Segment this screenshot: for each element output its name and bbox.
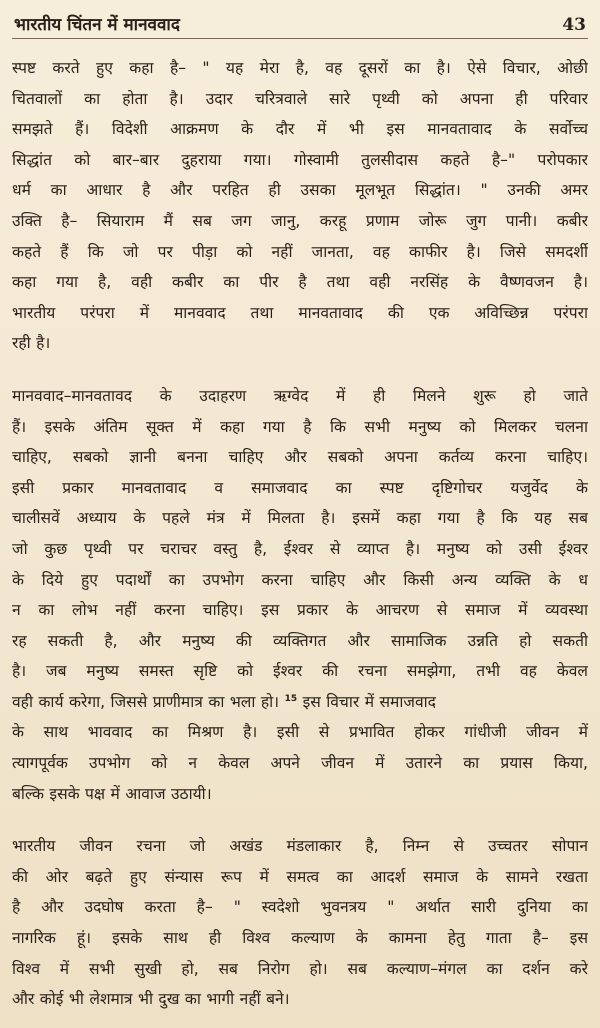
- text-line: उक्ति है– सियाराम मैं सब जग जानु, करहू प्रणाम जोरू जुग पानी। कबीर: [12, 211, 588, 230]
- text-line: इसी प्रकार मानवतावाद व समाजवाद का स्पष्ट दृष्टिगोचर यजुर्वेद के: [12, 478, 588, 497]
- text-line: बल्कि इसके पक्ष में आवाज उठायी।: [12, 784, 212, 803]
- text-fragment: इस विचार में समाजवाद: [302, 692, 436, 711]
- paragraph-2: [12, 381, 588, 809]
- text-line: रह सकती है, और मनुष्य की व्यक्तिगत और सामाजिक उन्नति हो सकती: [12, 631, 588, 650]
- text-line: जो कुछ पृथ्वी पर चराचर वस्तु है, ईश्वर से व्याप्त है। मनुष्य को उसी ईश्वर: [12, 539, 588, 558]
- text-line: समझते हैं। विदेशी आक्रमण के दौर में भी इस मानवतावाद के सर्वोच्च: [12, 120, 588, 139]
- text-line: नागरिक हूं। इसके साथ ही विश्व कल्याण के कामना हेतु गाता है– इस: [12, 929, 588, 948]
- text-line: भारतीय परंपरा में मानववाद तथा मानवतावाद की एक अविच्छिन्न परंपरा: [12, 303, 588, 322]
- text-line: कहा गया है, वही कबीर का पीर है तथा वही नरसिंह के वैष्णवजन है।: [12, 273, 588, 292]
- text-line: चाहिए, सबको ज्ञानी बनना चाहिए और सबको अपना कर्तव्य करना चाहिए।: [12, 448, 588, 467]
- text-line-with-footnote: [12, 687, 588, 718]
- text-fragment: वही कार्य करेगा, जिससे प्राणीमात्र का भला हो।: [12, 692, 280, 711]
- text-line: और कोई भी लेशमात्र भी दुख का भागी नहीं बने।: [12, 990, 290, 1009]
- text-line: त्यागपूर्वक उपभोग को न केवल अपने जीवन में उतारने का प्रयास किया,: [12, 754, 588, 773]
- text-line: कहते हैं कि जो पर पीड़ा को नहीं जानता, वह काफीर है। जिसे समदर्शी: [12, 242, 588, 261]
- text-line: स्पष्ट करते हुए कहा है– " यह मेरा है, वह दूसरों का है। ऐसे विचार, ओछी: [12, 59, 588, 77]
- text-line: मानववाद–मानवतावद के उदाहरण ऋग्वेद में ही मिलने शुरू हो जाते: [12, 386, 588, 405]
- text-line: चालीसवें अध्याय के पहले मंत्र में मिलता है। इसमें कहा गया है कि यह सब: [12, 509, 588, 528]
- text-line: रही है।: [12, 334, 51, 353]
- text-line: है और उदघोष करता है– " स्वदेशो भुवनत्रय " अर्थात सारी दुनिया का: [12, 898, 588, 917]
- text-line: चितवालों का होता है। उदार चरित्रवाले सारे पृथ्वी को अपना ही परिवार: [12, 89, 588, 108]
- text-line: विश्व में सभी सुखी हो, सब निरोग हो। सब कल्याण–मंगल का दर्शन करे: [12, 959, 588, 978]
- text-line: सिद्धांत को बार–बार दुहराया गया। गोस्वामी तुलसीदास कहते है–" परोपकार: [12, 150, 588, 169]
- text-line: हैं। इसके अंतिम सूक्त में कहा गया है कि सभी मनुष्य को मिलकर चलना: [12, 417, 588, 436]
- text-line: न का लोभ नहीं करना चाहिए। इस प्रकार के आचरण से समाज में व्यवस्था: [12, 601, 588, 620]
- text-line: है। जब मनुष्य समस्त सृष्टि को ईश्वर की रचना समझेगा, तभी वह केवल: [12, 662, 588, 681]
- text-line: के साथ भाववाद का मिश्रण है। इसी से प्रभावित होकर गांधीजी जीवन में: [12, 723, 588, 742]
- text-line: के दिये हुए पदार्थों का उपभोग करना चाहिए और किसी अन्य व्यक्ति के ध: [12, 570, 588, 589]
- page-number: 43: [562, 15, 586, 35]
- text-line: की ओर बढ़ते हुए संन्यास रूप में समत्व का आदर्श समाज के सामने रखता: [12, 867, 588, 886]
- running-header: [12, 12, 588, 39]
- running-title: भारतीय चिंतन में मानववाद: [14, 15, 180, 35]
- footnote-reference: 15: [284, 693, 298, 704]
- paragraph-1: [12, 53, 588, 359]
- text-line: धर्म का आधार है और परहित ही उसका मूलभूत सिद्धांत। " उनकी अमर: [12, 181, 588, 200]
- text-line: भारतीय जीवन रचना जो अखंड मंडलाकार है, निम्न से उच्चतर सोपान: [12, 837, 588, 856]
- paragraph-3: [12, 831, 588, 1015]
